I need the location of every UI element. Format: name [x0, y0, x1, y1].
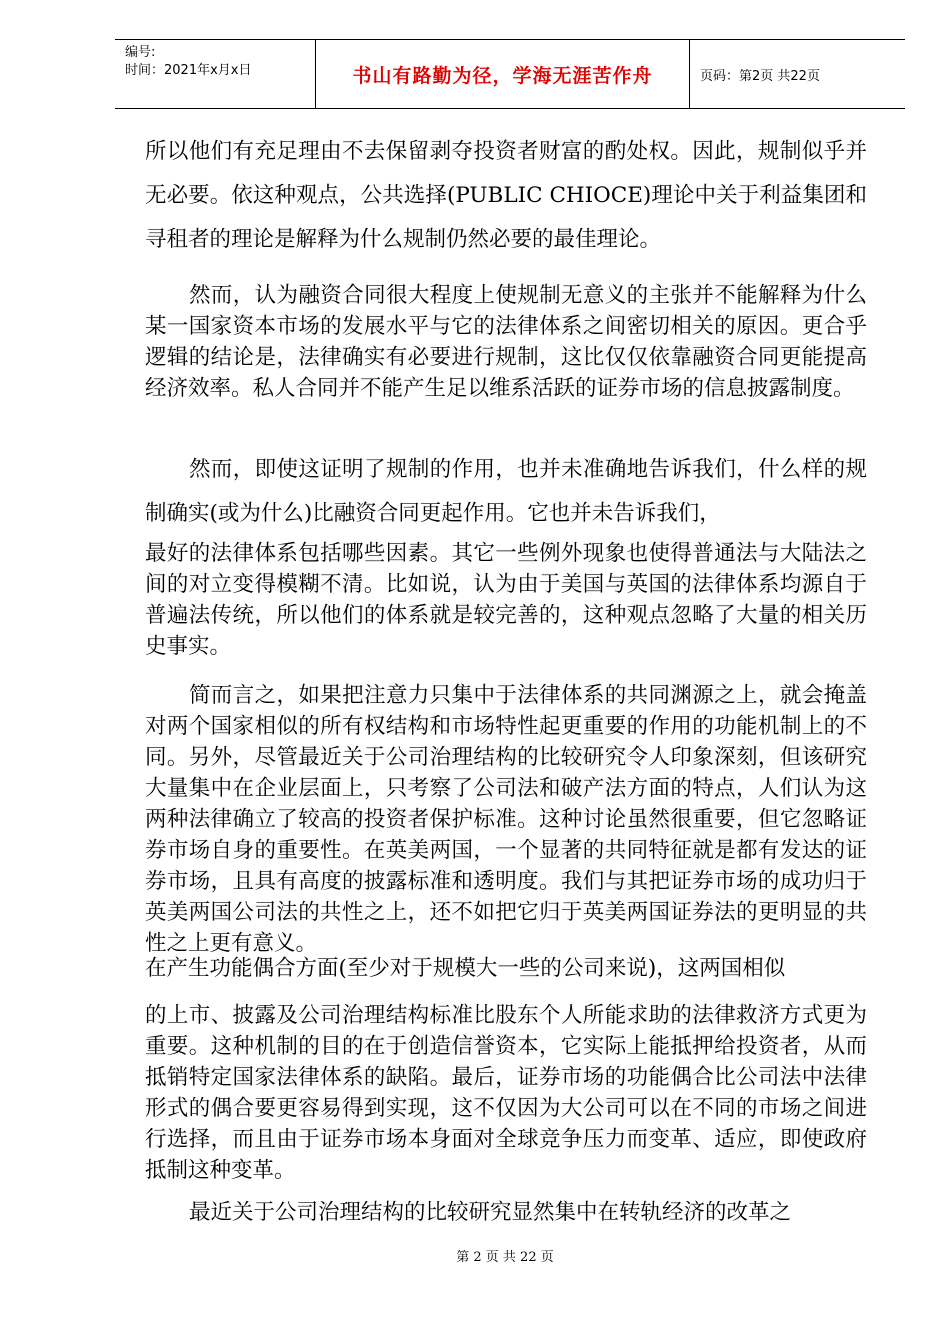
header-time-label: 时间：2021年x月x日	[125, 63, 252, 78]
page-header	[115, 39, 905, 109]
paragraph: 最好的法律体系包括哪些因素。其它一些例外现象也使得普通法与大陆法之间的对立变得模糊不清。比如说，认为由于美国与英国的法律体系均源自于普遍法传统，所以他们的体系就是较完善的，这种观点忽略了大量的相关历史事实。	[145, 541, 867, 659]
paragraph: 的上市、披露及公司治理结构标准比股东个人所能求助的法律救济方式更为重要。这种机制的目的在于创造信誉资本，它实际上能抵押给投资者，从而抵销特定国家法律体系的缺陷。最后，证券市场的功能偶合比公司法中法律形式的偶合要更容易得到实现，这不仅因为大公司可以在不同的市场之间进行选择，而且由于证券市场本身面对全球竞争压力而变革、适应，即使政府抵制这种变革。	[145, 1003, 867, 1183]
paragraph: 最近关于公司治理结构的比较研究显然集中在转轨经济的改革之	[189, 1200, 792, 1225]
paragraph: 简而言之，如果把注意力只集中于法律体系的共同渊源之上，就会掩盖对两个国家相似的所有权结构和市场特性起更重要的作用的功能机制上的不同。另外，尽管最近关于公司治理结构的比较研究令人印象深刻，但该研究大量集中在企业层面上，只考察了公司法和破产法方面的特点，人们认为这两种法律确立了较高的投资者保护标准。这种讨论虽然很重要，但它忽略证券市场自身的重要性。在英美两国，一个显著的共同特征就是都有发达的证券市场，且具有高度的披露标准和透明度。我们与其把证券市场的成功归于英美两国公司法的共性之上，还不如把它归于英美两国证券法的更明显的共性之上更有意义。	[145, 683, 867, 956]
header-motto: 书山有路勤为径，学海无涯苦作舟	[352, 64, 653, 87]
paragraph: 然而，即使这证明了规制的作用，也并未准确地告诉我们，什么样的规制确实(或为什么)比融资合同更起作用。它也并未告诉我们，	[145, 457, 867, 526]
header-number-label: 编号:	[125, 45, 156, 60]
paragraph: 在产生功能偶合方面(至少对于规模大一些的公司来说)，这两国相似	[145, 956, 786, 981]
header-page-info: 页码：第2页 共22页	[700, 68, 820, 84]
header-meta	[115, 40, 315, 108]
page-footer: 第 2 页 共 22 页	[456, 1250, 554, 1265]
paragraph: 然而，认为融资合同很大程度上使规制无意义的主张并不能解释为什么某一国家资本市场的发展水平与它的法律体系之间密切相关的原因。更合乎逻辑的结论是，法律确实有必要进行规制，这比仅仅依靠融资合同更能提高经济效率。私人合同并不能产生足以维系活跃的证券市场的信息披露制度。	[145, 283, 867, 401]
paragraph: 所以他们有充足理由不去保留剥夺投资者财富的酌处权。因此，规制似乎并无必要。依这种观点，公共选择(PUBLIC CHIOCE)理论中关于利益集团和寻租者的理论是解释为什么规制仍然必要的最佳理论。	[145, 139, 867, 252]
